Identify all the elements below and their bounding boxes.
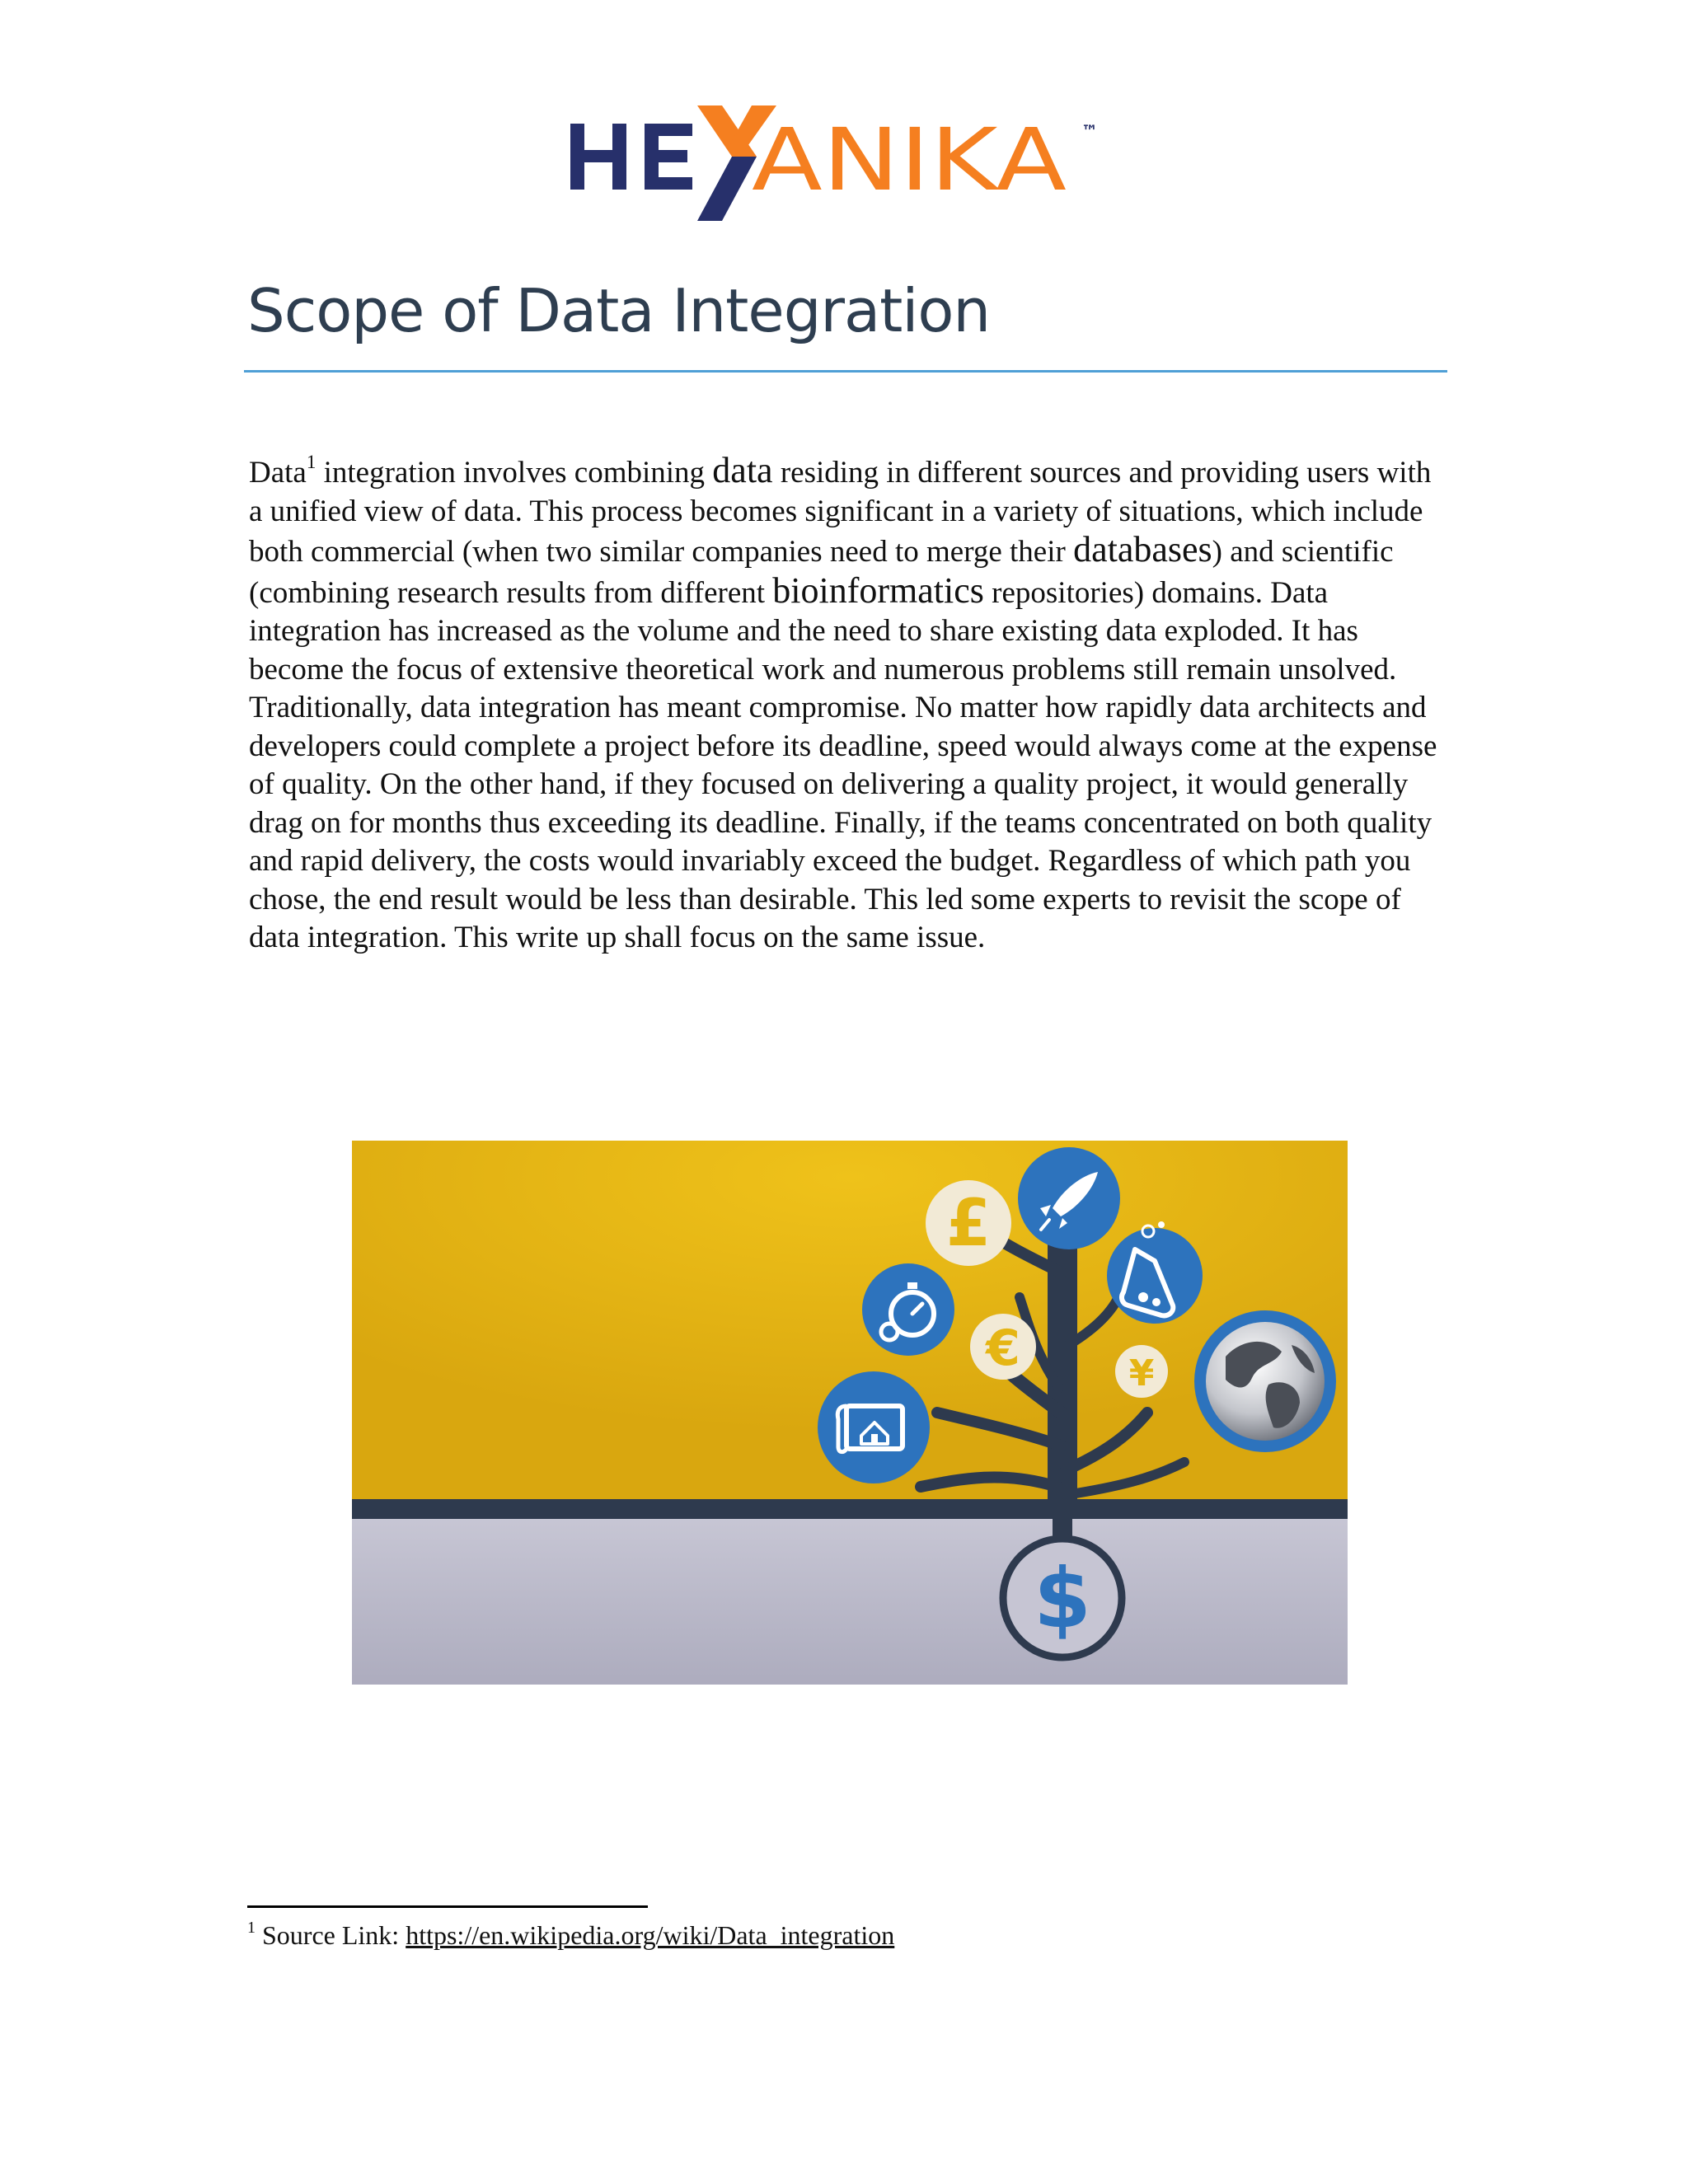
data-word: Data xyxy=(249,456,307,490)
svg-text:ANIKA: ANIKA xyxy=(752,110,1067,210)
source-link[interactable]: https://en.wikipedia.org/wiki/Data_integration xyxy=(406,1920,895,1950)
globe-icon xyxy=(1194,1310,1336,1452)
euro-icon xyxy=(970,1314,1036,1380)
rocket-icon xyxy=(1018,1147,1120,1249)
yen-icon xyxy=(1115,1345,1168,1398)
text-run: Traditionally, data integration has meant compromise. No matter how rapidly data architects and developers could complete a project before its deadline, speed would always come at the expense of quality. On the other hand, if they focused on delivering a quality project, it would generally drag on for months thus exceeding its deadline. Finally, if the teams concentrated on both quality and rapid delivery, the costs would invariably exceed the budget. Regardless of which path you chose, the end result would be less than desirable. This led some experts to revisit the scope of data integration. This write up shall focus on the same issue. xyxy=(249,691,1437,954)
pound-icon xyxy=(926,1180,1011,1266)
ground-line xyxy=(352,1499,1348,1519)
svg-text:¥: ¥ xyxy=(1128,1352,1155,1394)
house-blueprint-icon xyxy=(818,1371,930,1483)
text-run: integration involves combining xyxy=(316,456,713,490)
svg-text:€: € xyxy=(986,1319,1020,1377)
title-underline xyxy=(244,370,1447,373)
svg-text:$: $ xyxy=(1034,1550,1091,1647)
text-run: repositories) domains. Data integration has increased as the volume and the need to share existing data exploded. It has become the focus of extensive theoretical work and numerous problems still remain unsolved. xyxy=(249,575,1397,687)
footnote-ref[interactable]: 1 xyxy=(306,451,316,472)
footnote xyxy=(247,1919,894,1952)
svg-text:£: £ xyxy=(945,1187,992,1261)
stopwatch-icon xyxy=(862,1263,954,1356)
data-integration-illustration xyxy=(352,1141,1348,1685)
footnote-separator xyxy=(247,1905,648,1908)
linked-term-databases: databases xyxy=(1073,529,1212,569)
gray-ground xyxy=(352,1503,1348,1685)
footnote-number: 1 xyxy=(247,1919,256,1938)
page-title: Scope of Data Integration xyxy=(247,276,991,345)
tree-illustration xyxy=(352,1141,1348,1685)
hexanika-logo-graphic xyxy=(569,97,1121,229)
linked-term-data: data xyxy=(712,450,773,490)
text-run: residing in different sources and providing users with a unified view of data. This process becomes significant in a variety of situations, which include both commercial (when two similar companies need to merge their xyxy=(249,456,1432,569)
footnote-label: Source Link: xyxy=(256,1920,406,1950)
body-paragraph xyxy=(249,452,1452,958)
hexanika-logo xyxy=(569,97,1121,229)
svg-text:™: ™ xyxy=(1081,121,1098,141)
linked-term-bioinformatics: bioinformatics xyxy=(772,569,984,611)
text-run: ) and scientific (combining research results from different xyxy=(249,535,1394,610)
